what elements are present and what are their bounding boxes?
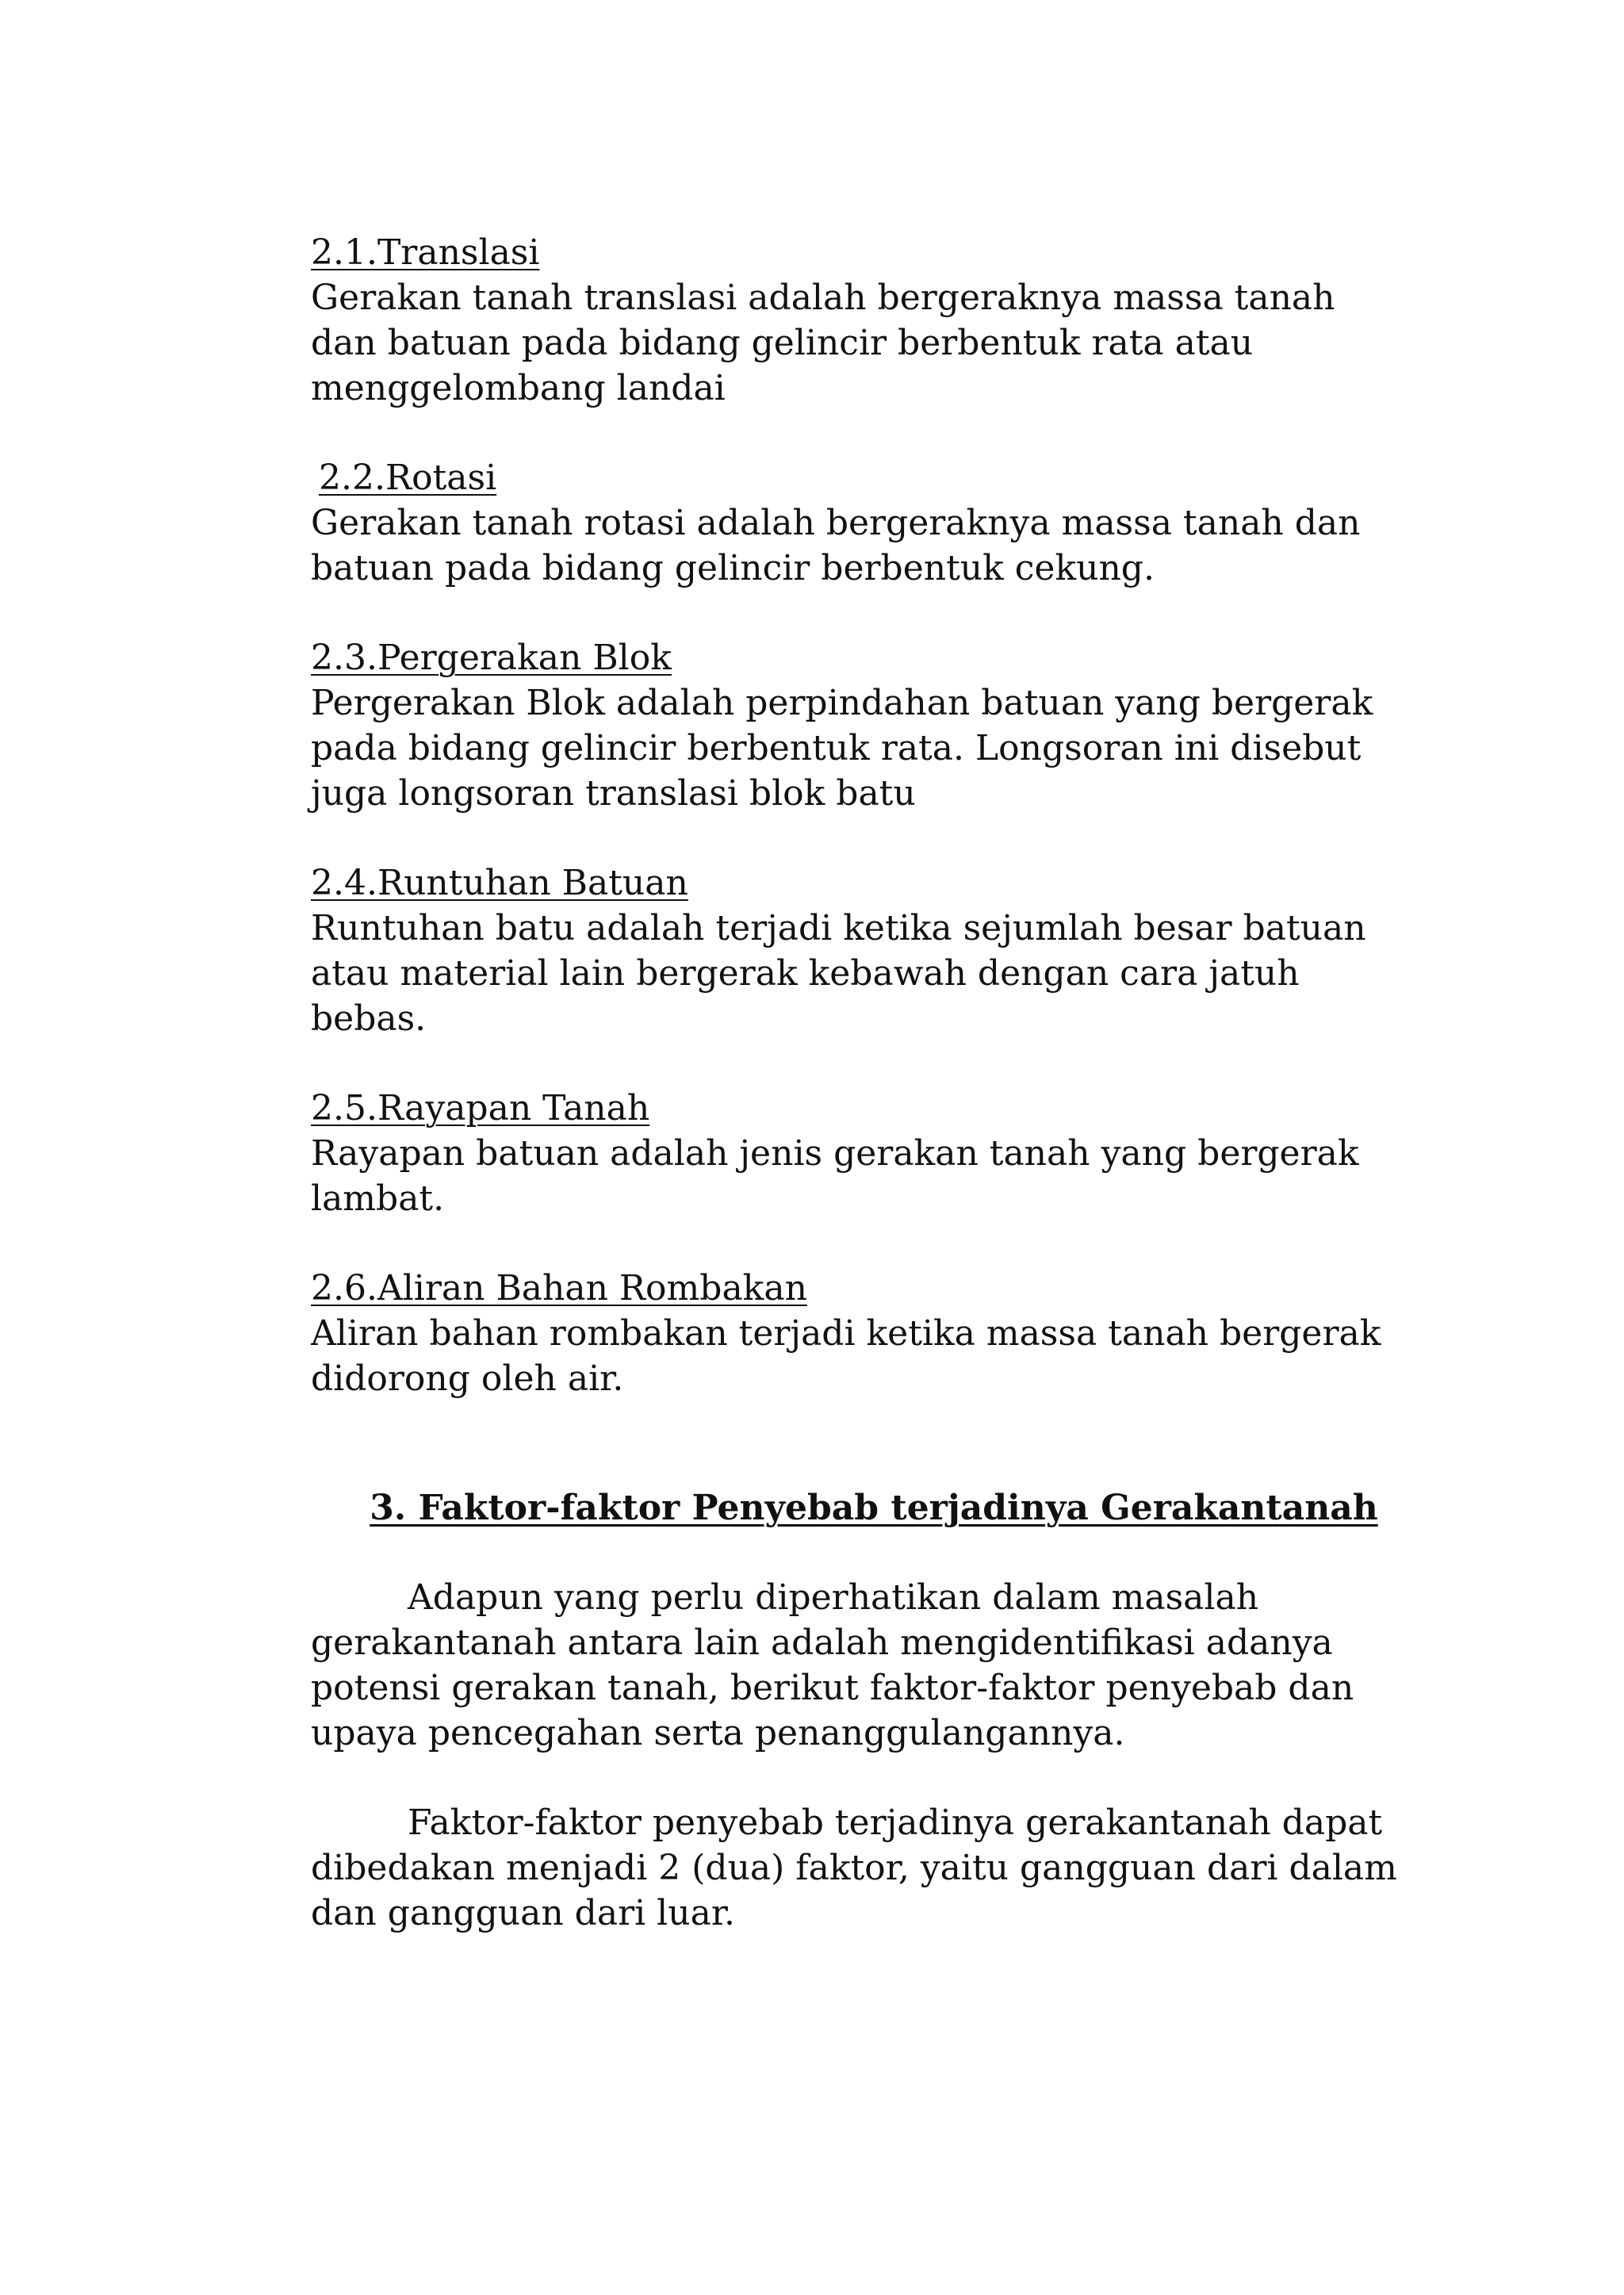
section-title: 2.5.Rayapan Tanah (311, 1088, 650, 1128)
section-body: Runtuhan batu adalah terjadi ketika sejumlah besar batuan atau material lain bergerak kebawah dengan cara jatuh bebas. (311, 908, 1366, 1039)
section-title: 2.1.Translasi (311, 232, 540, 273)
document-content (311, 230, 1405, 1980)
section-title: 2.3.Pergerakan Blok (311, 638, 672, 678)
chapter-heading-text: 3. Faktor-faktor Penyebab terjadinya Gerakantanah (370, 1488, 1378, 1528)
chapter-paragraph: Faktor-faktor penyebab terjadinya gerakantanah dapat dibedakan menjadi 2 (dua) faktor, yaitu gangguan dari dalam dan gangguan dari luar. (311, 1803, 1397, 1933)
section-pergerakan-blok (311, 635, 1405, 816)
section-body: Pergerakan Blok adalah perpindahan batuan yang bergerak pada bidang gelincir berbentuk rata. Longsoran ini disebut juga longsoran translasi blok batu (311, 683, 1373, 814)
section-title: 2.6.Aliran Bahan Rombakan (311, 1268, 807, 1308)
section-aliran-bahan-rombakan (311, 1266, 1405, 1401)
section-body: Gerakan tanah rotasi adalah bergeraknya massa tanah dan batuan pada bidang gelincir berbentuk cekung. (311, 503, 1361, 588)
section-rotasi (311, 455, 1405, 591)
section-rayapan-tanah (311, 1086, 1405, 1221)
section-body: Rayapan batuan adalah jenis gerakan tanah yang bergerak lambat. (311, 1133, 1359, 1219)
chapter-paragraph: Adapun yang perlu diperhatikan dalam masalah gerakantanah antara lain adalah mengidentifikasi adanya potensi gerakan tanah, berikut faktor-faktor penyebab dan upaya pencegahan serta penanggulangannya. (311, 1577, 1354, 1753)
section-runtuhan-batuan (311, 860, 1405, 1041)
section-title: 2.4.Runtuhan Batuan (311, 863, 688, 903)
section-title: 2.2.Rotasi (319, 458, 497, 498)
section-translasi (311, 230, 1405, 411)
section-body: Aliran bahan rombakan terjadi ketika massa tanah bergerak didorong oleh air. (311, 1313, 1381, 1399)
chapter-heading (311, 1485, 1405, 1531)
section-body: Gerakan tanah translasi adalah bergeraknya massa tanah dan batuan pada bidang gelincir berbentuk rata atau menggelombang landai (311, 278, 1335, 408)
